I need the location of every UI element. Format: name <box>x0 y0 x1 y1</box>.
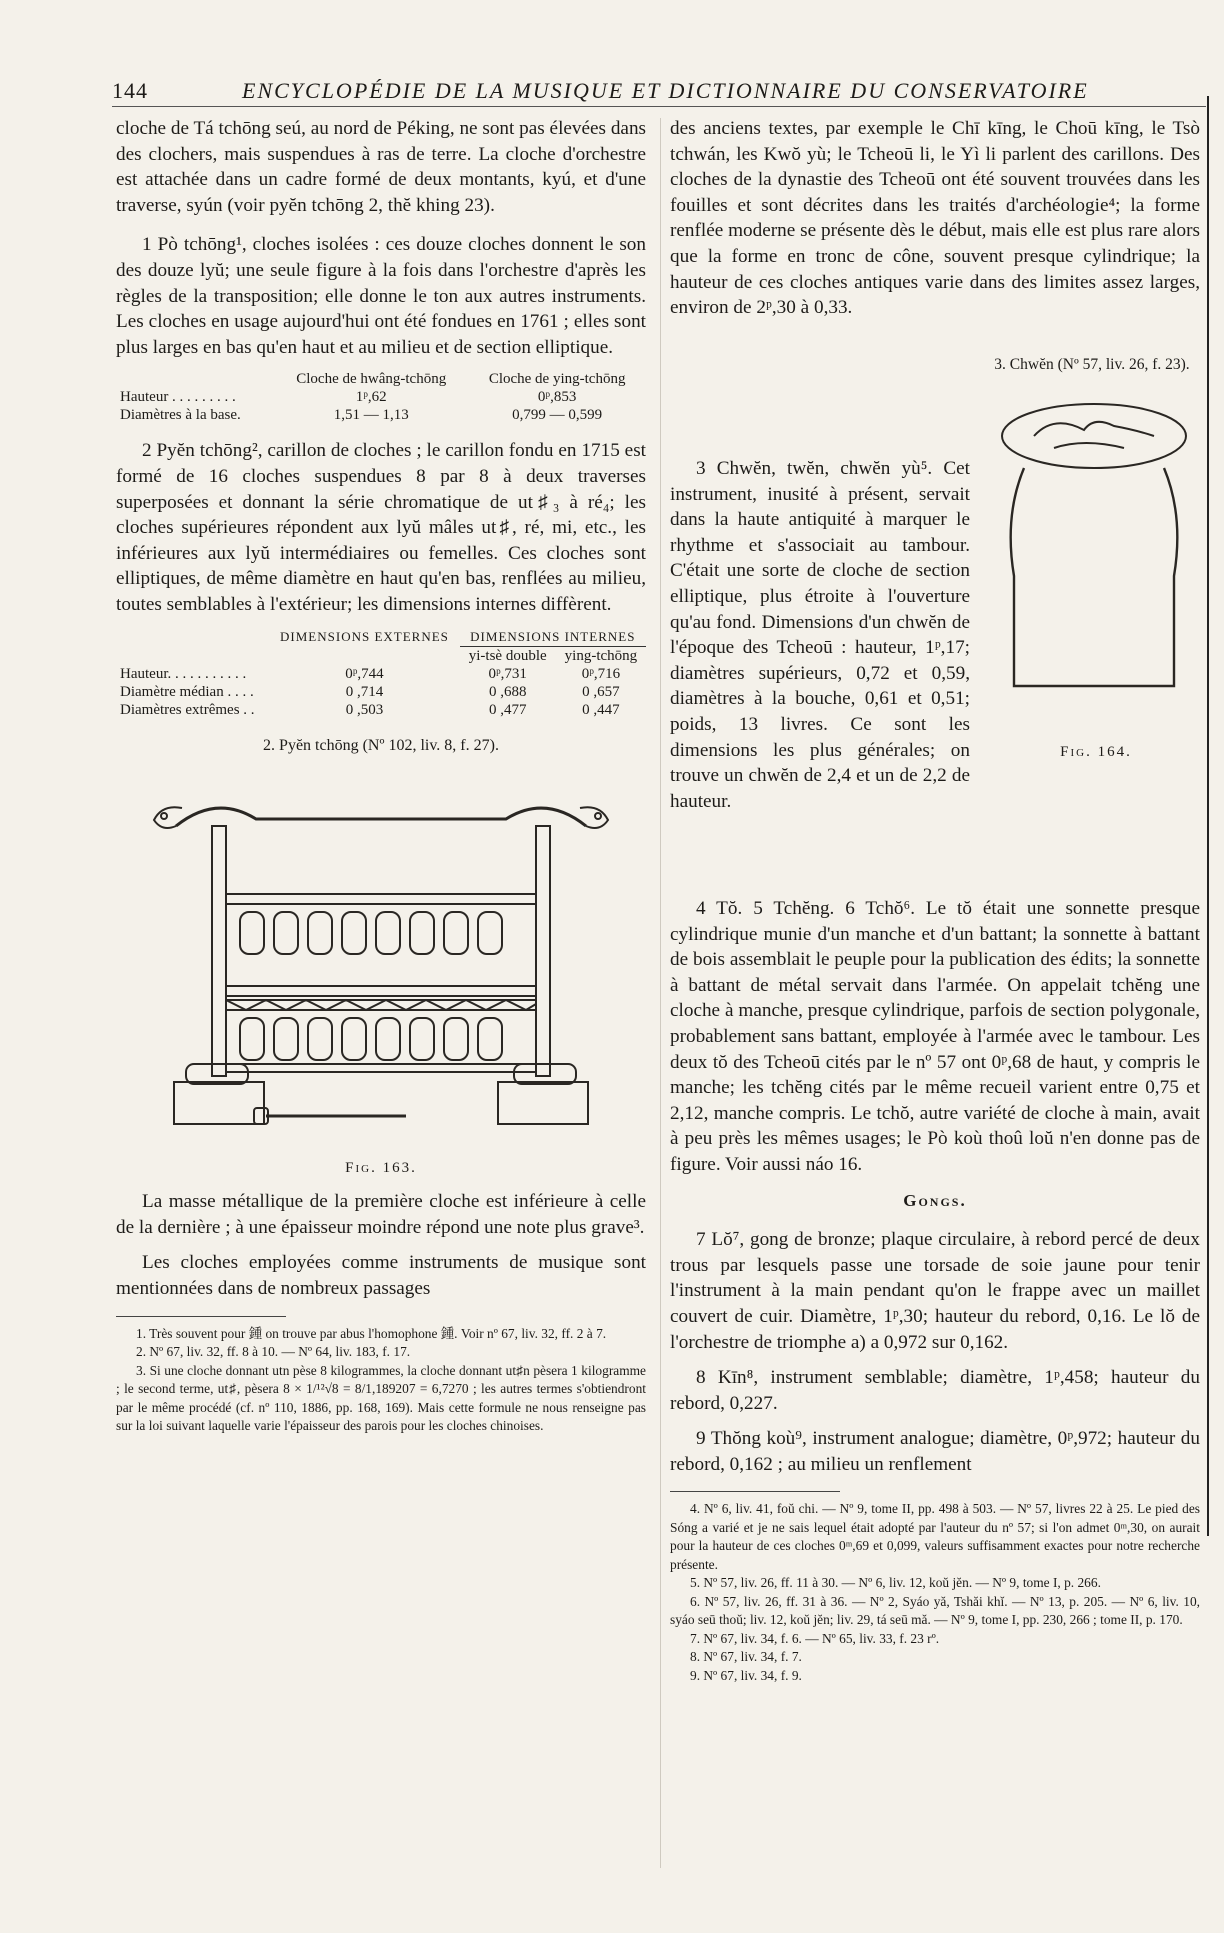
table1-row-label: Diamètres à la base. <box>120 407 241 424</box>
paragraph-chwen: 3 Chwĕn, twĕn, chwĕn yù⁵. Cet instrument, inusité à présent, servait dans la haute antiquité à marquer le rhythme et s'associait au tambour. C'était une sorte de cloche de section elliptique, plus étroite à l'ouverture qu'au fond. Dimensions d'un chwĕn de l'époque des Tcheoū : hauteur, 1ᵖ,17; diamètres supérieurs, 0,72 et 0,59, diamètres à la bouche, 0,61 et 0,51; poids, 13 livres. Ce sont les dimensions les plus générales; on trouve un chwĕn de 2,4 et un de 2,2 de hauteur. <box>670 458 970 812</box>
section-heading-gongs: Gongs. <box>903 1190 967 1210</box>
paragraph-pyen-tchong: 2 Pyĕn tchōng², carillon de cloches ; le carillon fondu en 1715 est formé de 16 cloches suspendues 8 par 8 à deux traverses superposées et donnant la série chromatique de ut♯₃ à ré₄; les cloches supérieures répondent aux lyŭ mâles ut♯, ré, mi, etc., les inférieures aux lyŭ intermédiaires ou femelles. Ces cloches sont elliptiques, de même diamètre en haut qu'en bas, renflées au milieu, toutes semblables à l'extérieur; les dimensions internes diffèrent. <box>116 440 646 615</box>
table2-head-external: DIMENSIONS EXTERNES <box>280 629 449 644</box>
footnote-3: 3. Si une cloche donnant utn pèse 8 kilogrammes, la cloche donnant ut♯n pèsera 1 kilogramme ; le second terme, ut♯, pèsera 8 × 1/¹²√8 = 8/1,189207 = 6,7270 ; les autres termes s'obtiendront par le même procédé (cf. nº 110, 1886, pp. 168, 169). Mais cette formule ne nous renseigne pas sur la loi suivant laquelle varie l'épaisseur des parois pour les cloches chinoises. <box>116 1362 646 1434</box>
fig164-caption: Fig. 164. <box>1060 744 1132 760</box>
footnote-7: 7. Nº 67, liv. 34, f. 6. — Nº 65, liv. 33, f. 23 rº. <box>690 1630 940 1646</box>
table2-row-label: Hauteur. . . . . . . . . . . <box>120 665 247 682</box>
table2-cell: 0ᵖ,744 <box>345 665 384 682</box>
table1-col1-head: Cloche de hwâng-tchōng <box>296 371 447 388</box>
fig163-title: 2. Pyĕn tchōng (Nº 102, liv. 8, f. 27). <box>263 736 499 754</box>
footnote-9: 9. Nº 67, liv. 34, f. 9. <box>690 1667 802 1683</box>
table2-cell: 0 ,688 <box>488 683 527 700</box>
table1-row-label: Hauteur . . . . . . . . . <box>120 389 236 406</box>
footnote-1: 1. Très souvent pour 鍾 on trouve par abus l'homophone 鍾. Voir nº 67, liv. 32, ff. 2 à 7. <box>136 1325 607 1341</box>
footnote-2: 2. Nº 67, liv. 32, ff. 8 à 10. — Nº 64, liv. 183, f. 17. <box>136 1344 411 1360</box>
footnote-rule <box>670 1491 840 1492</box>
paragraph-anciens-textes: des anciens textes, par exemple le Chī kīng, le Choū kīng, le Tsò tchwán, les Kwŏ yù; le Tcheoū li, le Yì li parlent des carillons. Des cloches de la dynastie des Tcheoū ont été souvent trouvées dans les fouilles et sont décrites dans les traités d'archéologie⁴; la forme renflée moderne se présente dès le début, mais elle est plus rare alors que la forme en tronc de cône, souvent presque cylindrique; la hauteur de ces cloches antiques varie dans des limites assez larges, environ de 2ᵖ,30 à 0,33. <box>670 118 1200 319</box>
table2-row-label: Diamètres extrêmes . . <box>120 701 255 718</box>
table1-col2-head: Cloche de ying-tchōng <box>488 371 626 388</box>
footnote-5: 5. Nº 57, liv. 26, ff. 11 à 30. — Nº 6, liv. 12, koŭ jĕn. — Nº 9, tome I, p. 266. <box>690 1575 1101 1591</box>
fig163-bell-chime-illustration <box>116 764 646 1144</box>
left-column <box>116 116 646 1436</box>
table2-cell: 0 ,657 <box>582 683 620 700</box>
table2-head-internal: DIMENSIONS INTERNES <box>460 628 646 647</box>
table-pyen-tchong <box>116 628 646 719</box>
table2-cell: 0 ,477 <box>488 701 527 718</box>
page-edge-bar <box>1207 96 1209 1536</box>
paragraph-po-tchong: 1 Pò tchōng¹, cloches isolées : ces douze cloches donnent le son des douze lyŭ; une seule figure à la fois dans l'orchestre d'après les règles de la transposition; elle donne le ton aux autres instruments. Les cloches en usage aujourd'hui ont été fondues en 1761 ; elles sont plus larges en bas qu'en haut et au milieu et de section elliptique. <box>116 234 646 358</box>
chwen-block <box>670 356 1200 896</box>
table2-cell: 0 ,714 <box>345 683 384 700</box>
footnote-8: 8. Nº 67, liv. 34, f. 7. <box>690 1649 802 1665</box>
table2-cell: 0ᵖ,716 <box>581 665 621 682</box>
paragraph-intro: cloche de Tá tchōng seú, au nord de Péking, ne sont pas élevées dans des clochers, mais suspendues à ras de terre. La cloche d'orchestre est attachée dans un cadre formé de deux montants, kyú, et d'une traverse, syún (voir pyĕn tchōng 2, thĕ khing 23). <box>116 118 646 216</box>
footnote-4: 4. Nº 6, liv. 41, foŭ chi. — Nº 9, tome II, pp. 498 à 503. — Nº 57, livres 22 à 25. Le pied des Sóng a varié et je ne sais lequel était adopté par l'auteur du nº 57; si l'on admet 0ᵐ,30, on aurait pour la hauteur de ces cloches 0ᵐ,69 et 0,099, valeurs suffisamment exactes pour notre recherche présente. <box>670 1501 1200 1572</box>
table1-cell: 1,51 — 1,13 <box>333 407 409 424</box>
paragraph-thong-kou: 9 Thŏng koù⁹, instrument analogue; diamètre, 0ᵖ,972; hauteur du rebord, 0,162 ; au milieu un renflement <box>670 1428 1200 1475</box>
table2-cell: 0ᵖ,731 <box>488 665 527 682</box>
paragraph-cloches-instruments: Les cloches employées comme instruments de musique sont mentionnées dans de nombreux passages <box>116 1252 646 1300</box>
paragraph-lo: 7 Lŏ⁷, gong de bronze; plaque circulaire, à rebord percé de deux trous par lesquels passe une torsade de soie jaune pour tenir l'instrument à la main pendant qu'on le frappe avec un maillet couvert de cuir. Diamètre, 1ᵖ,30; hauteur du rebord, 0,16. Le lŏ de l'orchestre de triomphe a) a 0,972 sur 0,162. <box>670 1229 1200 1353</box>
page-number: 144 <box>112 78 148 103</box>
paragraph-kin: 8 Kīn⁸, instrument semblable; diamètre, 1ᵖ,458; hauteur du rebord, 0,227. <box>670 1367 1200 1414</box>
table1-cell: 1ᵖ,62 <box>355 389 387 406</box>
table2-sub1: yi-tsè double <box>468 647 547 664</box>
fig164-title: 3. Chwĕn (Nº 57, liv. 26, f. 23). <box>994 356 1190 373</box>
paragraph-masse: La masse métallique de la première cloche est inférieure à celle de la dernière ; à une épaisseur moindre répond une note plus grave³. <box>116 1191 646 1238</box>
running-title: ENCYCLOPÉDIE DE LA MUSIQUE ET DICTIONNAIRE DU CONSERVATOIRE <box>242 78 1089 103</box>
table-po-tchong <box>116 370 646 424</box>
right-column <box>670 116 1200 1685</box>
table2-cell: 0 ,447 <box>582 701 620 718</box>
table2-cell: 0 ,503 <box>345 701 384 718</box>
table2-sub2: ying-tchōng <box>564 647 638 664</box>
running-header <box>112 78 1112 104</box>
fig163-caption: Fig. 163. <box>345 1159 417 1176</box>
paragraph-to-tcheng: 4 Tŏ. 5 Tchĕng. 6 Tchŏ⁶. Le tŏ était une sonnette presque cylindrique munie d'un manche et d'un battant; la sonnette à battant de bois assemblait le peuple pour la publication des édits; la sonnette à battant de métal servait dans l'armée. On appelait tchĕng une cloche à manche, presque cylindrique, parfois de section polygonale, probablement sans battant, employée à l'armée avec le tambour. Les deux tŏ des Tcheoū cités par le nº 57 ont 0ᵖ,68 de haut, y compris le manche; les tchĕng cités par le même recueil varient entre 0,75 et 2,12, manche compris. Le tchŏ, autre variété de cloche à main, avait à peu près les mêmes usages; le Pò koù thoû loŭ n'en donne pas de figure. Voir aussi náo 16. <box>670 898 1200 1175</box>
header-rule <box>112 106 1206 107</box>
table1-cell: 0ᵖ,853 <box>537 389 577 406</box>
fig164-chwen-illustration <box>994 396 1194 726</box>
table2-row-label: Diamètre médian . . . . <box>120 683 254 700</box>
footnote-rule <box>116 1316 286 1317</box>
column-separator <box>660 118 661 1868</box>
footnote-6: 6. Nº 57, liv. 26, ff. 31 à 36. — Nº 2, Syáo yă, Tshăi khĭ. — Nº 13, p. 205. — Nº 6, liv. 10, syáo seū thoŭ; liv. 12, koŭ jĕn; liv. 29, tá seū mă. — Nº 9, tome I, pp. 230, 266 ; tome II, p. 170. <box>670 1593 1200 1628</box>
table1-cell: 0,799 — 0,599 <box>512 407 603 424</box>
